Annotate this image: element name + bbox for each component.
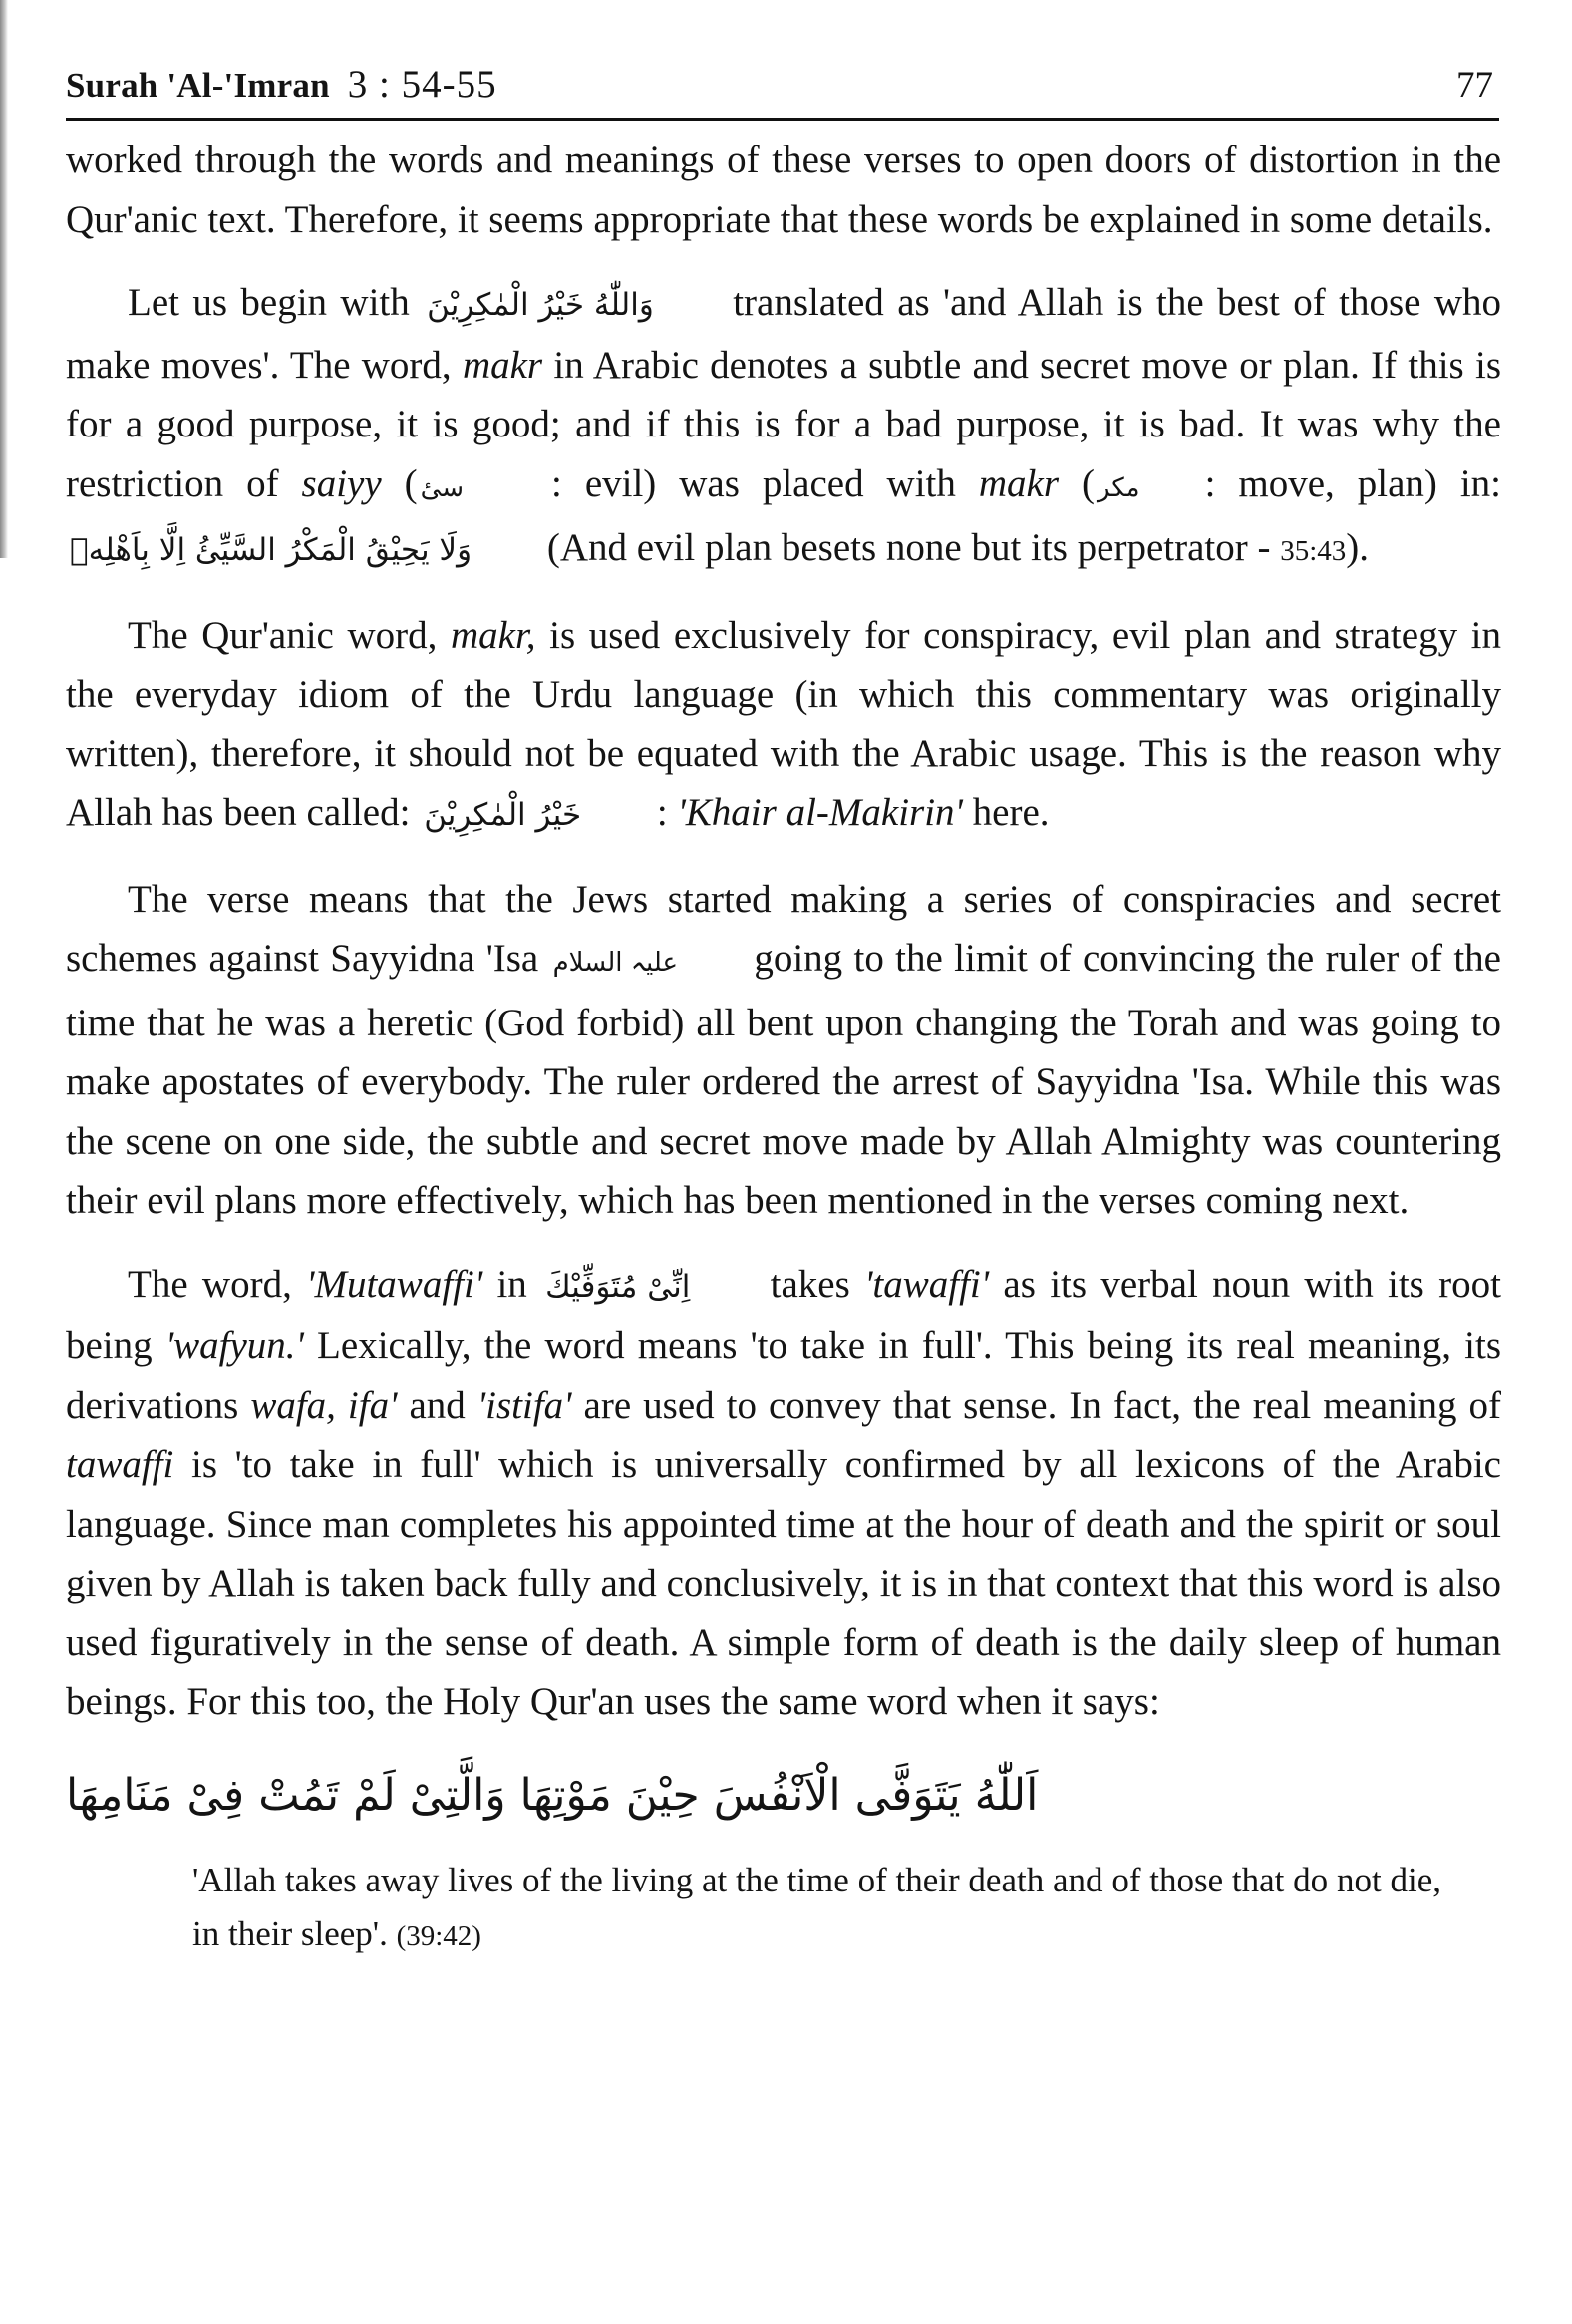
text-run: translated as 'and Allah is the best of those who make moves'. The word, <box>66 281 1501 387</box>
text-run: Let us begin with <box>128 281 424 324</box>
translation-reference: (39:42) <box>396 1919 481 1952</box>
text-run: The verse means that the Jews started making a series of conspiracies and secret schemes against Sayyidna 'Isa <box>66 877 1501 980</box>
text-run: as its verbal noun with its root being <box>66 1262 1501 1367</box>
arabic-phrase: وَاللّٰهُ خَيْرُ الْمٰكِرِيْنَ <box>427 287 654 323</box>
arabic-word: مکر <box>1097 472 1140 503</box>
arabic-verse-quote: وَلَا يَحِيْقُ الْمَكْرُ السَّيِّئُ اِلَّا بِاَهْلِهٖ <box>70 532 472 568</box>
translation-text: 'Allah takes away lives of the living at the time of their death and of those that do not die, in their sleep'. <box>192 1860 1441 1953</box>
text-run: going to the limit of convincing the ruler of the time that he was a heretic (God forbid) all bent upon changing the Torah and was going to make apostates of everybody. The ruler ordered the arrest of Sayyidna 'Isa. While this was the scene on one side, the subtle and secret move made by Allah Almighty was countering their evil plans more effectively, which has been mentioned in the verses coming next. <box>66 937 1501 1222</box>
text-run: in Arabic denotes a subtle and secret move or plan. If this is for a good purpose, it is good; and if this is for a bad purpose, it is bad. It was why the restriction of <box>66 343 1501 505</box>
text-run: : <box>647 791 678 834</box>
arabic-phrase: اِنِّىْ مُتَوَفِّيْكَ <box>545 1268 691 1305</box>
text-run: takes <box>756 1262 865 1306</box>
italic-term: 'istifa' <box>476 1383 572 1427</box>
italic-term: 'tawaffi' <box>864 1262 990 1306</box>
text-run: and <box>397 1383 477 1427</box>
running-header <box>66 48 1501 112</box>
italic-term: makr <box>462 343 543 387</box>
text-run: (And evil plan besets none but its perpetrator - <box>537 526 1281 569</box>
header-rule <box>66 118 1499 121</box>
paragraph-2 <box>66 273 1501 582</box>
text-run: is used exclusively for conspiracy, evil plan and strategy in the everyday idiom of the Urdu language (in which this commentary was originally written), therefore, it should not be equated with the Arabic usage. This is the reason why Allah has been called: <box>66 613 1501 834</box>
paragraph-3 <box>66 606 1501 846</box>
body-text <box>66 131 1501 1963</box>
arabic-word: سیٔ <box>420 472 465 503</box>
text-run: ( <box>381 461 418 505</box>
text-run: : evil) was placed with <box>528 461 979 505</box>
italic-term: wafa, ifa' <box>250 1383 398 1427</box>
italic-term: makr, <box>450 613 536 657</box>
paragraph-1 <box>66 131 1501 249</box>
text-run: here. <box>962 791 1050 834</box>
page-number: 77 <box>1456 65 1493 106</box>
italic-term: 'Khair al-Makirin' <box>677 791 963 834</box>
text-run: are used to convey that sense. In fact, the real meaning of <box>571 1383 1501 1427</box>
verse-range: 3 : 54-55 <box>347 63 497 106</box>
italic-term: 'wafyun.' <box>164 1324 304 1367</box>
text-run: : move, plan) in: <box>1204 461 1501 505</box>
text-run: ). <box>1346 526 1370 569</box>
quranic-verse-arabic: اَللّٰهُ يَتَوَفَّى الْاَنْفُسَ حِيْنَ مَوْتِهَا وَالَّتِىْ لَمْ تَمُتْ فِىْ مَنَامِهَا <box>66 1769 1039 1821</box>
italic-term: makr <box>978 461 1060 505</box>
verse-reference: 35:43 <box>1280 535 1347 567</box>
arabic-phrase: خَيْرُ الْمٰكِرِيْنَ <box>424 797 582 833</box>
text-run: Lexically, the word means 'to take in full'. This being its real meaning, its derivations <box>66 1324 1502 1427</box>
surah-title: Surah 'Al-'Imran <box>66 66 330 105</box>
text-run: The word, <box>128 1262 307 1306</box>
book-page <box>66 48 1501 1963</box>
arabic-honorific: علیہ السلام <box>552 948 678 978</box>
italic-term: 'Mutawaffi' <box>306 1262 483 1306</box>
header-left <box>66 62 497 107</box>
paragraph-5 <box>66 1255 1501 1732</box>
text-run: The Qur'anic word, <box>128 613 451 657</box>
italic-term: saiyy <box>301 461 382 505</box>
italic-term: tawaffi <box>66 1443 174 1486</box>
text-run: ( <box>1059 461 1095 505</box>
scan-edge-shadow <box>0 0 8 558</box>
paragraph-1-text: worked through the words and meanings of these verses to open doors of distortion in the Qur'anic text. Therefore, it seems appropriate that these words be explained in some details. <box>66 139 1501 241</box>
text-run: is 'to take in full' which is universally confirmed by all lexicons of the Arabic language. Since man completes his appointed time at the hour of death and the spirit or soul given by Allah is taken back fully and conclusively, it is in that context that this word is also used figuratively in the sense of death. A simple form of death is the daily sleep of human beings. For this too, the Holy Qur'an uses the same word when it says: <box>66 1443 1501 1723</box>
paragraph-4 <box>66 870 1501 1231</box>
verse-translation <box>66 1854 1501 1963</box>
text-run: in <box>482 1262 542 1306</box>
